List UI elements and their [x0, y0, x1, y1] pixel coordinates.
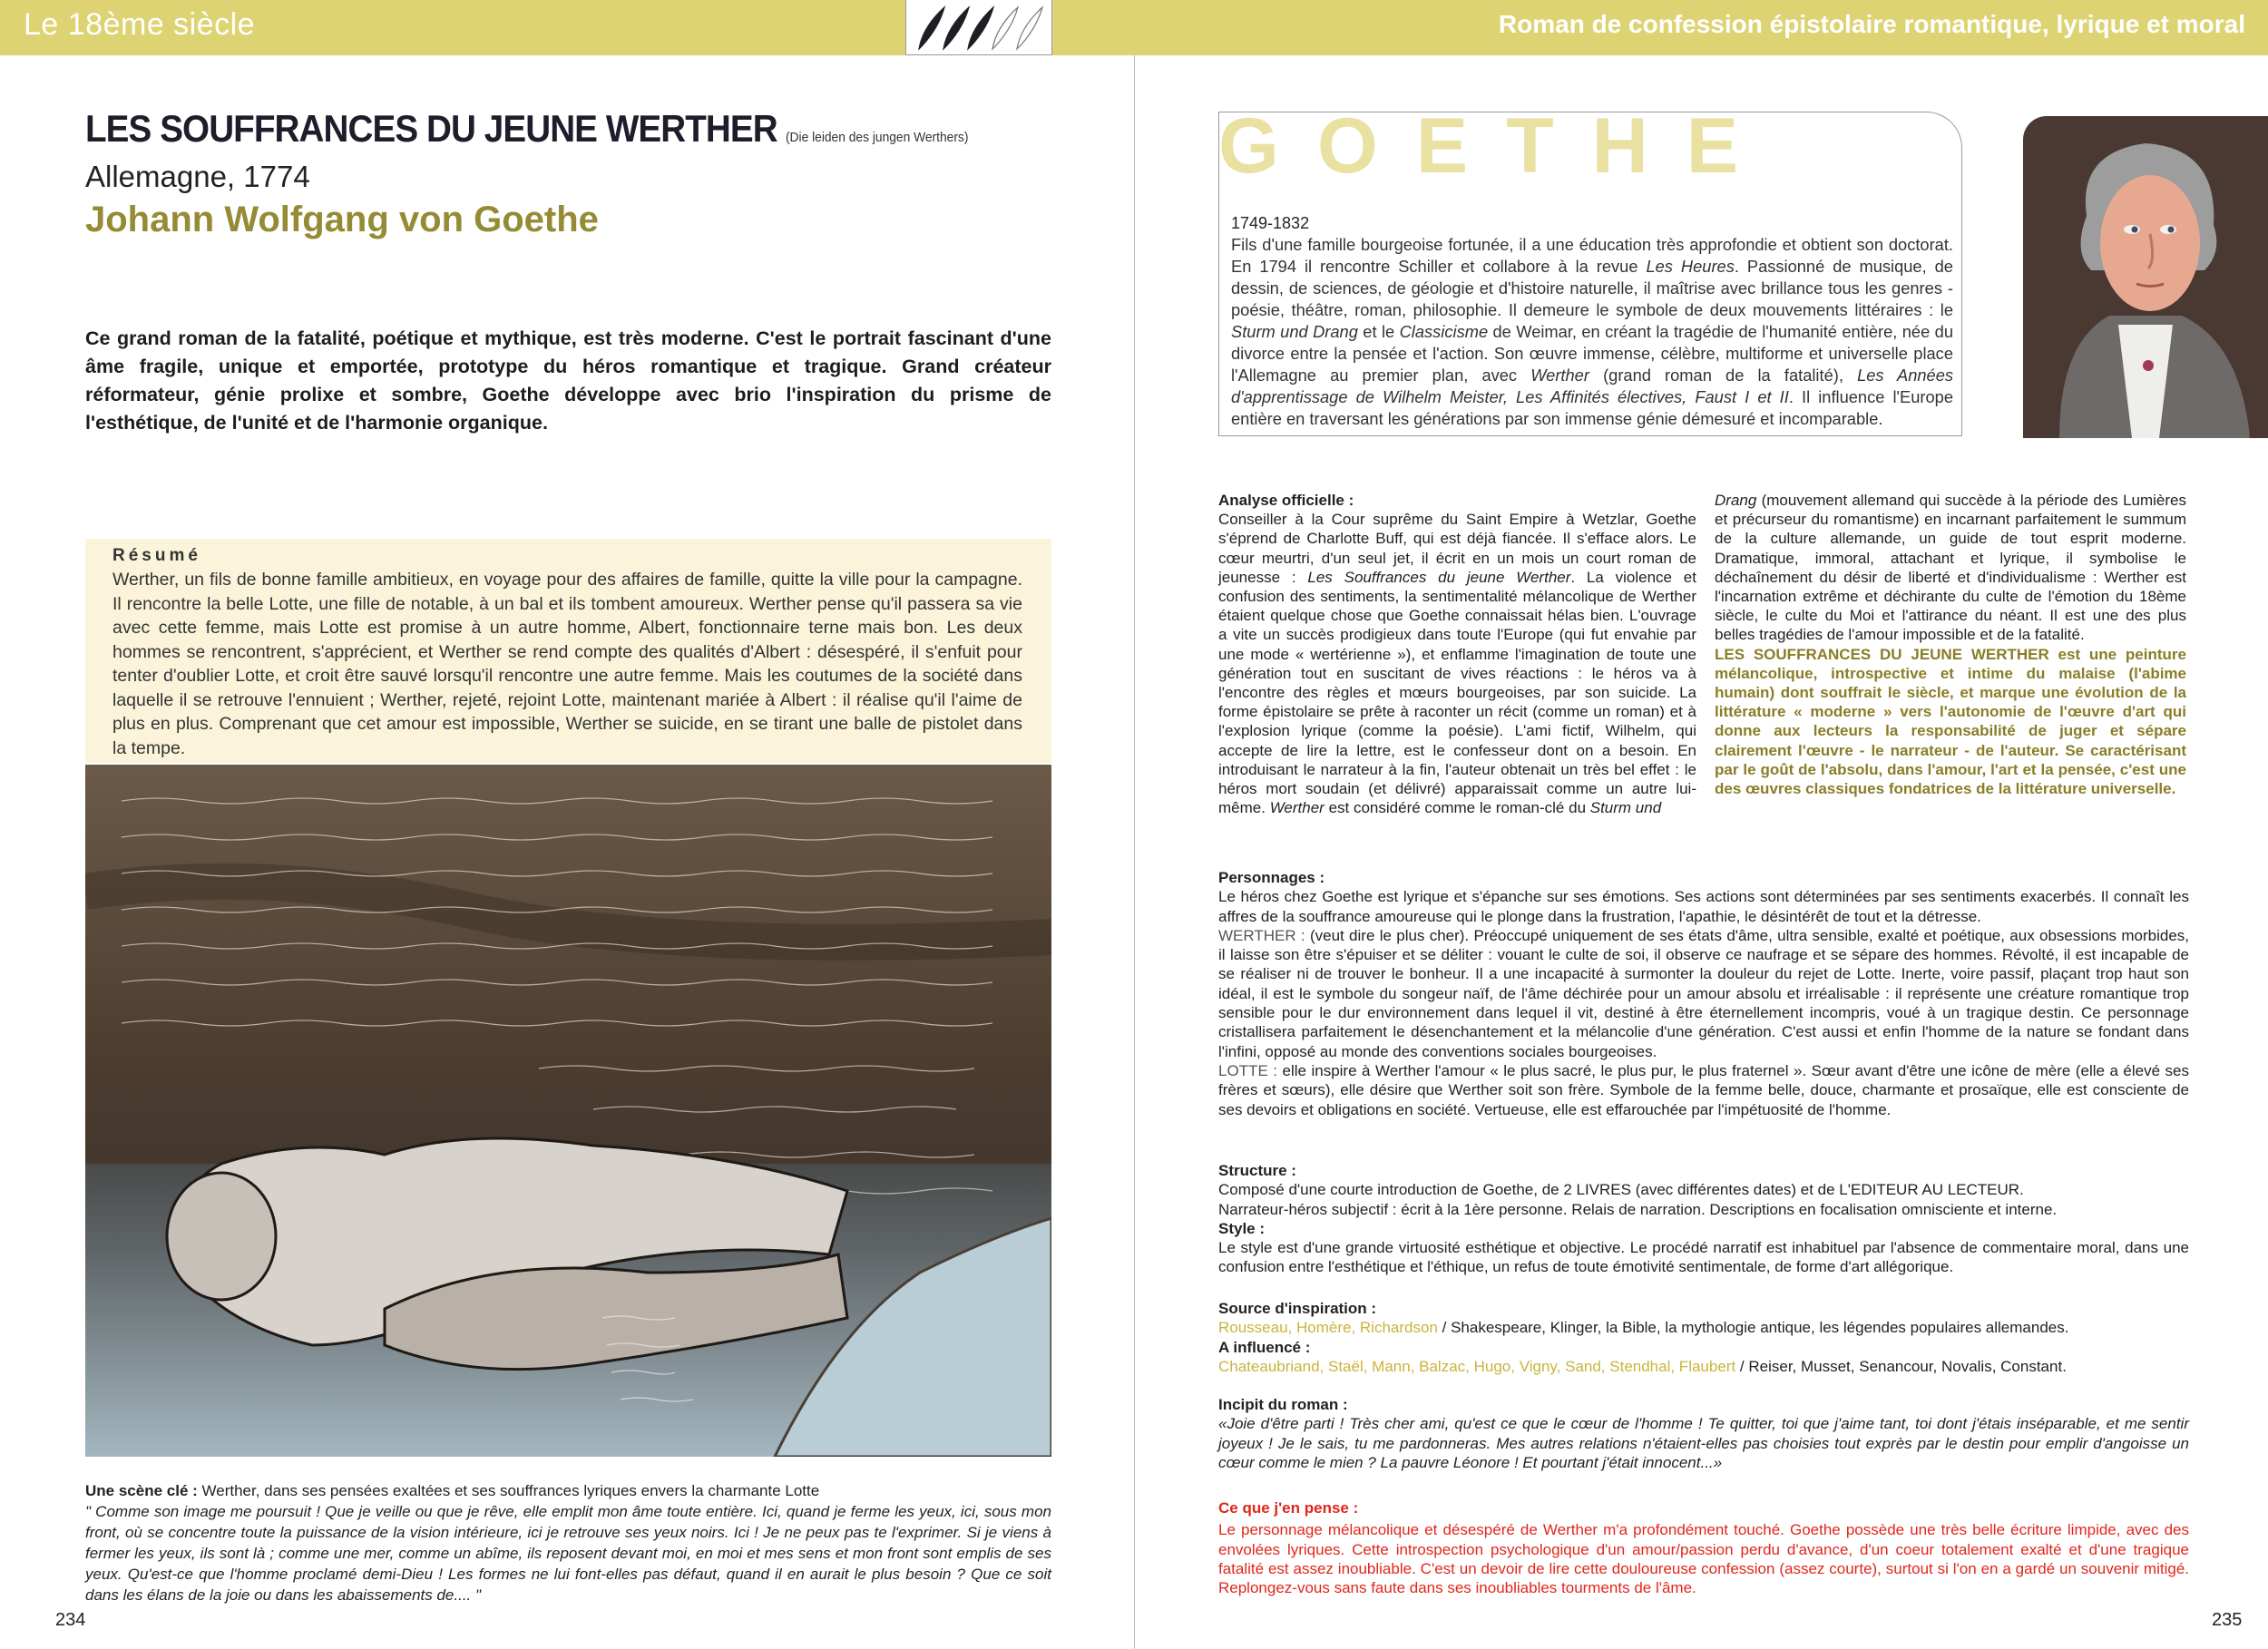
structure-heading: Structure : [1218, 1162, 1296, 1179]
author-name: Johann Wolfgang von Goethe [85, 200, 599, 239]
opinion-heading: Ce que j'en pense : [1218, 1499, 1359, 1517]
key-scene-label: Une scène clé : [85, 1482, 198, 1499]
analyse-seg: . La violence et confusion des sentiments, la sentimentalité mélancolique de Werther étaient quelque chose que Goethe connaissait hélas bien. L'ouvrage a vite un succès prodigieux dans toute l'Europe (qui fut envahie par une mode « wertérienne »), et enflamme l'imagination de toute une génération tout en suscitant de vives réactions : le héros va à l'encontre des règles et mœurs bourgeoises, par son suicide. La forme épistolaire se prête à raconter un récit (comme un roman) et à l'explosion lyrique (comme la poésie). L'ami fictif, Wilhelm, qui accepte de lire la lettre, est le confesseur dont on a besoin. En introduisant le narrateur à la fin, l'auteur obtenait un très bel effet : le héros mort soudain (et délivré) apparaissait comme un autre lui-même. [1218, 568, 1696, 817]
author-watermark: GOETHE [1218, 102, 1777, 190]
incipit-text: «Joie d'être parti ! Très cher ami, qu'est ce que le cœur de l'homme ! Te quitter, toi que j'aime tant, toi dont j'étais inséparable, et me sentir joyeux ! Je le sais, tu me pardonneras. Mes autres relations n'étaient-elles pas choisies tout exprès par le destin pour emplir d'angoisse un cœur comme le mien ? La pauvre Léonore ! Et pourtant j'était innocent...» [1218, 1415, 2189, 1471]
original-title: (Die leiden des jungen Werthers) [785, 130, 969, 145]
quill-empty-icon [992, 7, 1018, 49]
author-portrait [2023, 116, 2268, 438]
incipit-section [1218, 1395, 2189, 1472]
bio-italic: Classicisme [1399, 322, 1489, 341]
influence-rest: / Reiser, Musset, Senancour, Novalis, Constant. [1735, 1357, 2067, 1375]
structure-line-1: Composé d'une courte introduction de Goethe, de 2 LIVRES (avec différentes dates) et de L'EDITEUR AU LECTEUR. [1218, 1181, 2024, 1199]
werther-label: WERTHER : [1218, 926, 1305, 944]
page-number-left: 234 [55, 1610, 86, 1630]
bio-italic: Les Heures [1646, 257, 1735, 276]
sources-heading: Source d'inspiration : [1218, 1300, 1377, 1317]
key-scene-description: Werther, dans ses pensées exaltées et ses souffrances lyriques envers la charmante Lotte [197, 1482, 820, 1499]
resume-box [85, 539, 1051, 763]
key-scene-quote: " Comme son image me poursuit ! Que je veille ou que je rêve, elle emplit mon âme toute entière. Ici, quand je ferme les yeux, ici, sous mon front, où se concentre toute la puissance de la vision intérieure, ici je retrouve ses yeux noirs. Ici ! Je ne peux pas te l'exprimer. Si je viens à fermer les yeux, ils sont là ; comme une mer, comme un abîme, ils reposent devant moi, en moi et mes sens et mon front sont emplis de ses yeux. Qu'est-ce que l'homme proclamé demi-Dieu ! Les formes ne lui font-elles pas défaut, quand il en aurait le plus besoin ? Que ce soit dans les élans de la joie ou dans les abaissements de.... " [85, 1503, 1051, 1604]
structure-line-2: Narrateur-héros subjectif : écrit à la 1ère personne. Relais de narration. Descriptions en focalisation omnisciente et interne. [1218, 1200, 2058, 1218]
author-years: 1749-1832 [1231, 214, 1310, 232]
quill-filled-icon [968, 7, 993, 49]
influence-heading: A influencé : [1218, 1338, 1311, 1356]
bio-seg: et le [1357, 322, 1400, 341]
personnages-intro: Le héros chez Goethe est lyrique et s'épanche sur ses émotions. Ses actions sont déterminées par ses sentiments exacerbés. Il connaît les affres de la souffrance amoureuse qui le plonge dans la frustration, l'apathie, le désintérêt de tout et la détresse. [1218, 888, 2189, 925]
quill-empty-icon [1017, 7, 1042, 49]
quill-filled-icon [919, 7, 944, 49]
analyse-italic: Sturm und [1589, 799, 1662, 817]
analyse-column-right [1715, 491, 2186, 798]
analyse-italic: Les Souffrances du jeune Werther [1307, 568, 1571, 586]
structure-section [1218, 1161, 2189, 1277]
analyse-seg: (mouvement allemand qui succède à la période des Lumières et précurseur du romantisme) en incarnant parfaitement le summum de la culture allemande, un guide de tout esprit moderne. Dramatique, immoral, attachant et lyrique, il symbolise le déchaînement du désir de liberté et d'individualisme : Werther est l'incarnation extrême et déchirante du culte de l'émotion du 18ème siècle, le culte du Moi et l'attirance du néant. Il est une des plus belles tragédies de l'amour impossible et de la fatalité. [1715, 492, 2186, 644]
sources-highlighted: Rousseau, Homère, Richardson [1218, 1319, 1438, 1337]
style-text: Le style est d'une grande virtuosité esthétique et objective. Le procédé narratif est inhabituel par l'absence de commentaire moral, dans une confusion entre l'esthétique et l'éthique, un refus de toute émotivité sentimentale, de forme d'art allégorique. [1218, 1239, 2189, 1276]
resume-heading: Résumé [112, 546, 201, 565]
page-number-right: 235 [2212, 1610, 2243, 1630]
biography-text [1231, 234, 1953, 430]
sources-text [1218, 1318, 2189, 1337]
quill-rating [905, 0, 1052, 55]
intro-paragraph: Ce grand roman de la fatalité, poétique et mythique, est très moderne. C'est le portrait fascinant d'une âme fragile, unique et emportée, prototype du héros romantique et tragique. Grand créateur réformateur, génie prolixe et sombre, Goethe développe avec brio l'inspiration du prisme de l'esthétique, de l'unité et de l'harmonie organique. [85, 327, 1051, 434]
analyse-italic: Werther [1269, 799, 1325, 817]
analyse-seg: Conseiller à la Cour suprême du Saint Empire à Wetzlar, Goethe s'éprend de Charlotte Buff, qui est déjà fiancée. Il s'efface alors. Le cœur meurtri, d'un seul jet, il écrit en un mois un court roman de jeunesse : [1218, 511, 1696, 586]
bio-italic: Sturm und Drang [1231, 322, 1358, 341]
opinion-section [1218, 1498, 2189, 1597]
key-scene-caption [85, 1480, 1051, 1501]
analyse-seg: est considéré comme le roman-clé du [1324, 799, 1590, 817]
opinion-text: Le personnage mélancolique et désespéré de Werther m'a profondément touché. Goethe possède une très belle écriture limpide, avec des envolées lyriques. Cette introspection psychologique d'un amour/passion perdu d'avance, d'un coeur totalement exalté et d'une tragique fatalité est assez inoubliable. C'est un devoir de lire cette douloureuse confession (assez courte), surtout si l'on en a gardé un souvenir mitigé. Replongez-vous sans faute dans ses inoubliables tourments de l'âme. [1218, 1521, 2189, 1597]
book-title [85, 107, 968, 151]
werther-text: (veut dire le plus cher). Préoccupé uniquement de ses états d'âme, ultra sensible, exalté et poétique, aux obsessions morbides, il laisse son être s'épuiser et se déliter : vouant le culte de soi, il observe ce naufrage et se sépare des hommes. Révolté, il est incapable de se réaliser ni de trouver le bonheur. Il a une incapacité à surmonter la douleur du rejet de Lotte. Inerte, voire passif, plaçant trop haut son idéal, il est le symbole du songeur naïf, de l'âme déchirée pour un amour absolu et irréalisable : il représente une créature romantique trop sensible pour le dur environnement dans lequel il vit, destiné à être éternellement incompris, voué à un tragique destin. Ce personnage cristallisera parfaitement le désenchantement et la mélancolie d'une génération. C'est aussi et enfin l'homme de la nature se fondant dans l'infini, opposé au monde des conventions sociales bourgeoises. [1218, 926, 2189, 1060]
analyse-column-left [1218, 491, 1696, 817]
goethe-portrait-image [2023, 116, 2268, 438]
lotte-label: LOTTE : [1218, 1061, 1278, 1079]
werther-ink-illustration [85, 765, 1051, 1457]
personnages-heading: Personnages : [1218, 869, 1325, 886]
personnage-werther [1218, 926, 2189, 1061]
resume-text: Werther, un fils de bonne famille ambitieux, en voyage pour des affaires de famille, quitte la ville pour la campagne. Il rencontre la belle Lotte, une fille de notable, à un bal et ils tombent amoureux. Werther pense qu'il passera sa vie avec cette femme, mais Lotte est promise à un autre homme, Albert, fonctionnaire terne mais bon. Les deux hommes se rencontrent, s'apprécient, et Werther se rend compte des qualités d'Albert : désespéré, il s'enfuit pour tenter d'oublier Lotte, et croit être sauvé lorsqu'il rencontre une autre femme. Mais les coutumes de la société dans laquelle il se retrouve l'ennuient ; Werther, rejeté, rejoint Lotte, maintenant mariée à Albert : il réalise qu'il l'aime de plus en plus. Comprenant que cet amour est impossible, Werther se suicide, en se tirant une balle de pistolet dans la tempe. [112, 570, 1022, 758]
lotte-text: elle inspire à Werther l'amour « le plus sacré, le plus pur, le plus fraternel ». Sœur avant d'être une icône de mère (elle a élevé ses frères et sœurs), elle désire que Werther soit son frère. Symbole de la femme belle, douce, charmante et prosaïque, elle est consciente de ses devoirs et obligations en société. Vertueuse, elle est effarouchée par l'impétuosité de l'homme. [1218, 1061, 2189, 1118]
influence-text [1218, 1357, 2189, 1376]
running-title-left: Le 18ème siècle [24, 7, 256, 42]
sources-section [1218, 1299, 2189, 1376]
personnages-section [1218, 868, 2189, 1119]
analyse-heading: Analyse officielle : [1218, 492, 1354, 509]
country-year: Allemagne, 1774 [85, 160, 310, 193]
sources-rest: / Shakespeare, Klinger, la Bible, la mythologie antique, les légendes populaires allemandes. [1437, 1319, 2069, 1337]
running-title-right: Roman de confession épistolaire romantique, lyrique et moral [1498, 10, 2245, 38]
bio-italic: Werther [1530, 366, 1589, 385]
bio-seg: . Passionné de musique, de dessin, de sciences, de géologie et d'histoire naturelle, il maîtrise avec brillance tous les genres - poésie, théâtre, roman, philosophie. Il demeure le symbole de deux mouvements littéraires : le [1231, 257, 1953, 319]
book-title-text: LES SOUFFRANCES DU JEUNE WERTHER [85, 107, 777, 150]
incipit-heading: Incipit du roman : [1218, 1396, 1348, 1413]
page-spine-divider [1134, 55, 1135, 1649]
quill-filled-icon [943, 7, 969, 49]
bio-seg: de Weimar, en créant la tragédie de l'humanité entière, née du divorce entre la pensée et l'action. Son œuvre immense, célèbre, multiforme et universelle place l'Allemagne au premier plan, avec [1231, 322, 1954, 385]
bio-seg: Fils d'une famille bourgeoise fortunée, il a une éducation très approfondie et obtient son doctorat. En 1794 il rencontre Schiller et collabore à la revue [1231, 235, 1953, 276]
analyse-highlight: LES SOUFFRANCES DU JEUNE WERTHER est une peinture mélancolique, introspective et intime du malaise (l'abime humain) dont souffrait le siècle, et marque une évolution de la littérature « moderne » vers l'autonomie de l'œuvre d'art qui donne aux lecteurs la responsabilité de juger et sépare clairement l'œuvre - le narrateur - de l'auteur. Se caractérisant par le goût de l'absolu, dans l'amour, l'art et la pensée, c'est une des œuvres classiques fondatrices de la littérature universelle. [1715, 645, 2186, 798]
bio-seg: . Il influence l'Europe entière en traversant les générations par son immense génie démesuré et incomparable. [1231, 387, 1953, 428]
analyse-italic: Drang [1715, 492, 1757, 509]
quill-rating-icons [906, 0, 1051, 54]
influence-highlighted: Chateaubriand, Staël, Mann, Balzac, Hugo, Vigny, Sand, Stendhal, Flaubert [1218, 1357, 1736, 1375]
style-heading: Style : [1218, 1219, 1266, 1237]
bio-seg: (grand roman de la fatalité), [1589, 366, 1858, 385]
illustration-painting [85, 765, 1051, 1457]
personnage-lotte [1218, 1061, 2189, 1119]
bio-italic: Les Années d'apprentissage de Wilhelm Meister, Les Affinités électives, Faust I et II [1231, 366, 1954, 406]
